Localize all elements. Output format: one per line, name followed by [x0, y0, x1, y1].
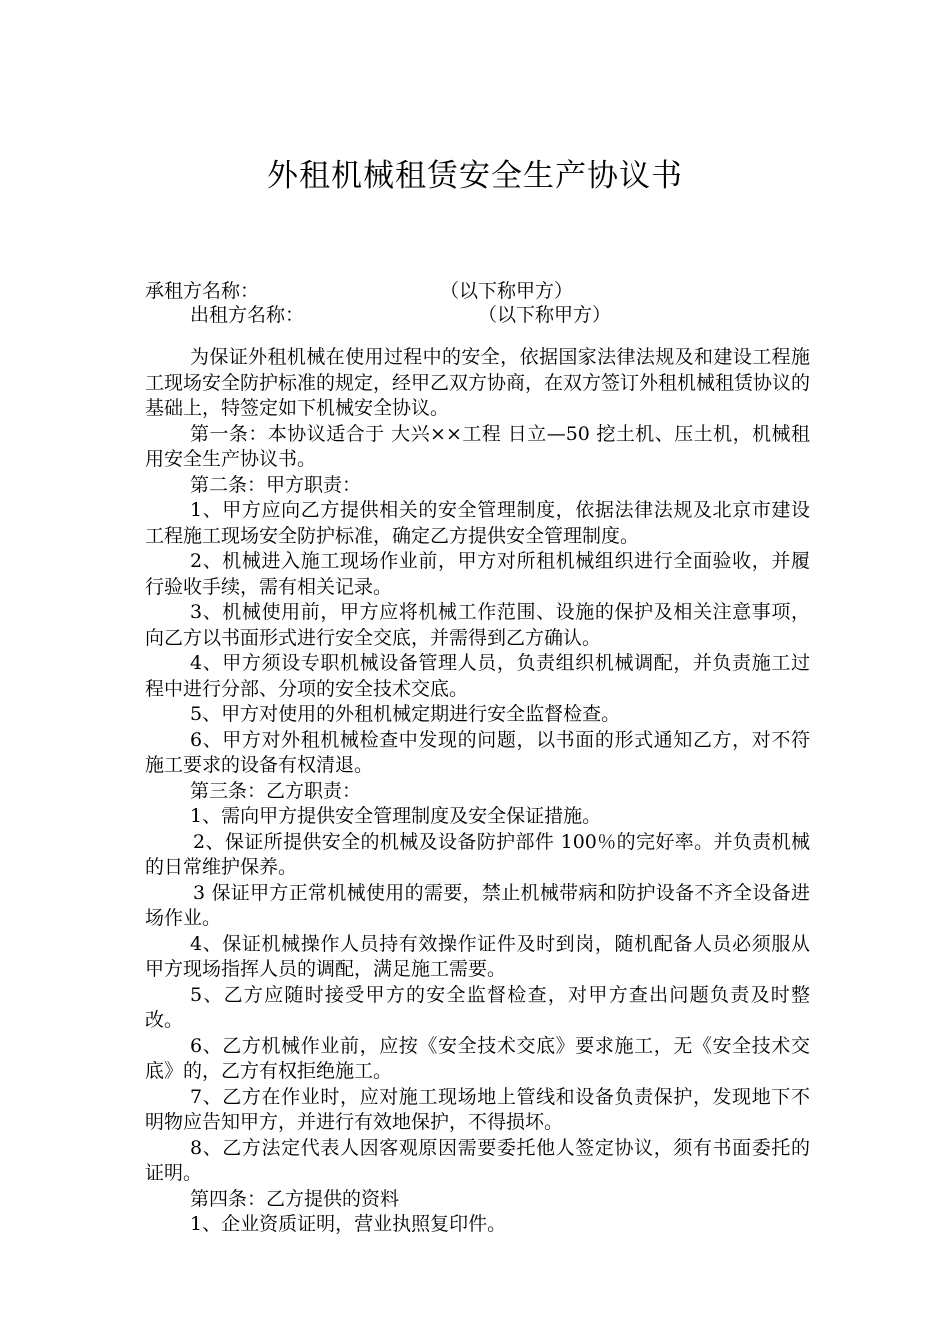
article-3-item-7: 7、乙方在作业时，应对施工现场地上管线和设备负责保护，发现地下不明物应告知甲方，并进行有效地保护，不得损坏。: [145, 1085, 810, 1133]
article-2-item-3: 3、机械使用前，甲方应将机械工作范围、设施的保护及相关注意事项，向乙方以书面形式进行安全交底，并需得到乙方确认。: [145, 601, 810, 649]
lessee-suffix: （以下称甲方）: [440, 280, 574, 302]
article-2-heading: 第二条：甲方职责：: [190, 473, 362, 496]
article-3-item-4: 4、保证机械操作人员持有效操作证件及时到岗，随机配备人员必须服从甲方现场指挥人员的调配，满足施工需要。: [145, 932, 810, 980]
article-2-item-6: 6、甲方对外租机械检查中发现的问题，以书面的形式通知乙方，对不符施工要求的设备有权清退。: [145, 728, 810, 776]
article-3-heading: 第三条：乙方职责：: [190, 779, 362, 802]
lessor-suffix: （以下称甲方）: [478, 304, 612, 326]
article-3-item-2: 2、保证所提供安全的机械及设备防护部件 100％的完好率。并负责机械的日常维护保养。: [145, 830, 810, 878]
lessor-label: 出租方名称：: [190, 304, 305, 326]
article-2-item-4: 4、甲方须设专职机械设备管理人员，负责组织机械调配，并负责施工过程中进行分部、分项的安全技术交底。: [145, 652, 810, 700]
document-title: 外租机械租赁安全生产协议书: [267, 158, 683, 194]
article-4-item-1: 1、企业资质证明，营业执照复印件。: [190, 1213, 507, 1235]
article-2-item-2: 2、机械进入施工现场作业前，甲方对所租机械组织进行全面验收，并履行验收手续，需有相关记录。: [145, 550, 810, 598]
lessee-label: 承租方名称：: [145, 280, 260, 302]
article-3-item-8: 8、乙方法定代表人因客观原因需要委托他人签定协议，须有书面委托的证明。: [145, 1136, 810, 1184]
article-3-item-1: 1、需向甲方提供安全管理制度及安全保证措施。: [190, 805, 602, 827]
article-1: 第一条：本协议适合于 大兴××工程 日立—50 挖土机、压土机，机械租用安全生产协议书。: [145, 422, 810, 470]
article-2-item-1: 1、甲方应向乙方提供相关的安全管理制度，依据法律法规及北京市建设工程施工现场安全防护标准，确定乙方提供安全管理制度。: [145, 499, 810, 547]
intro-paragraph: 为保证外租机械在使用过程中的安全，依据国家法律法规及和建设工程施工现场安全防护标准的规定，经甲乙双方协商，在双方签订外租机械租赁协议的基础上，特签定如下机械安全协议。: [145, 346, 811, 419]
article-3-item-3: 3 保证甲方正常机械使用的需要，禁止机械带病和防护设备不齐全设备进场作业。: [145, 881, 810, 929]
article-2-item-5: 5、甲方对使用的外租机械定期进行安全监督检查。: [190, 703, 621, 725]
agreement-body: [145, 345, 810, 1238]
article-3-item-5: 5、乙方应随时接受甲方的安全监督检查，对甲方查出问题负责及时整改。: [145, 983, 810, 1031]
article-3-item-6: 6、乙方机械作业前，应按《安全技术交底》要求施工，无《安全技术交底》的，乙方有权拒绝施工。: [145, 1034, 810, 1082]
article-4-heading: 第四条：乙方提供的资料: [190, 1187, 400, 1210]
